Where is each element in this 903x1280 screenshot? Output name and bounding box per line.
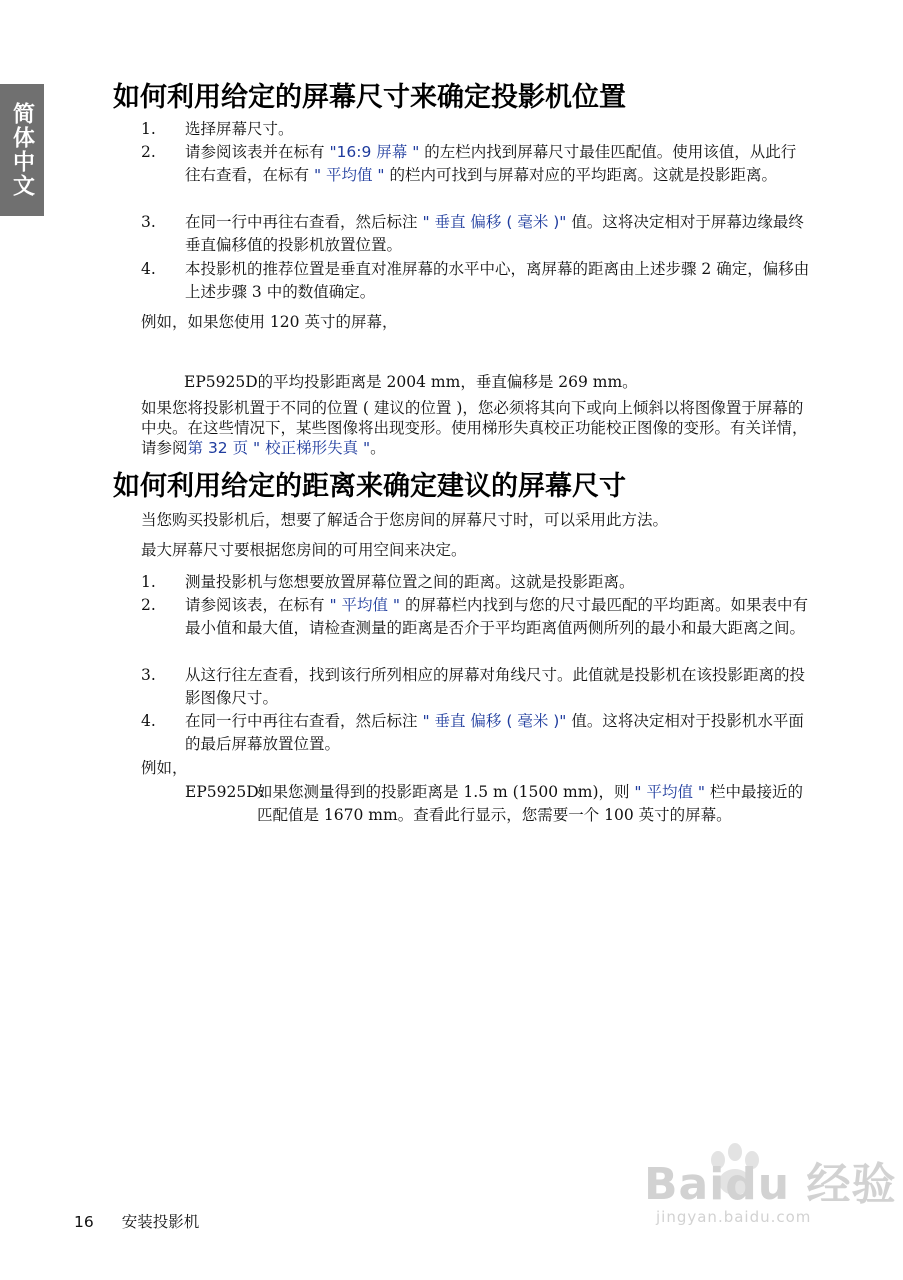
step-number: 3. xyxy=(141,213,156,231)
section2-step-2 xyxy=(141,594,811,640)
section1-step-3 xyxy=(141,211,811,257)
section1-step-1 xyxy=(141,118,811,141)
section1-step-4 xyxy=(141,258,811,304)
watermark xyxy=(644,1148,896,1226)
step-number: 4. xyxy=(141,260,156,278)
example-text: 如果您测量得到的投影距离是 1.5 m (1500 mm)，则 " 平均值 " 栏中最接近的匹配值是 1670 mm。查看此行显示，您需要一个 100 英寸的屏幕。 xyxy=(257,783,803,824)
step-text: 在同一行中再往右查看，然后标注 " 垂直 偏移 ( 毫米 )" 值。这将决定相对于投影机水平面的最后屏幕放置位置。 xyxy=(185,712,804,753)
step-number: 1. xyxy=(141,120,156,138)
step-text: 请参阅该表并在标有 "16:9 屏幕 " 的左栏内找到屏幕尺寸最佳匹配值。使用该值，从此行往右查看，在标有 " 平均值 " 的栏内可找到与屏幕对应的平均距离。这就是投影距离。 xyxy=(185,143,797,184)
step-number: 1. xyxy=(141,573,156,591)
footer-section-title: 安装投影机 xyxy=(121,1213,200,1231)
step-text: 请参阅该表，在标有 " 平均值 " 的屏幕栏内找到与您的尺寸最匹配的平均距离。如果表中有最小值和最大值，请检查测量的距离是否介于平均距离值两侧所列的最小和最大距离之间。 xyxy=(185,596,808,637)
section2-example-intro: 例如， xyxy=(141,759,188,777)
step-number: 2. xyxy=(141,143,156,161)
screen-column-link[interactable]: "16:9 屏幕 " xyxy=(329,143,420,161)
watermark-logo: Baidu 经验 xyxy=(644,1159,897,1210)
section2-step-3 xyxy=(141,664,811,710)
section1-example-intro: 例如，如果您使用 120 英寸的屏幕， xyxy=(141,313,398,331)
step-text: 本投影机的推荐位置是垂直对准屏幕的水平中心，离屏幕的距离由上述步骤 2 确定，偏移由上述步骤 3 中的数值确定。 xyxy=(185,260,810,301)
step-text: 选择屏幕尺寸。 xyxy=(185,120,294,138)
step-text: 在同一行中再往右查看，然后标注 " 垂直 偏移 ( 毫米 )" 值。这将决定相对于屏幕边缘最终垂直偏移值的投影机放置位置。 xyxy=(185,213,804,254)
section2-intro-1: 当您购买投影机后，想要了解适合于您房间的屏幕尺寸时，可以采用此方法。 xyxy=(141,511,669,529)
page-number: 16 xyxy=(74,1213,94,1231)
section2-intro-2: 最大屏幕尺寸要根据您房间的可用空间来决定。 xyxy=(141,541,467,559)
section2-step-1 xyxy=(141,571,811,594)
section1-step-2 xyxy=(141,141,811,187)
step-number: 4. xyxy=(141,712,156,730)
page-footer xyxy=(74,1210,199,1232)
step-text: 测量投影机与您想要放置屏幕位置之间的距离。这就是投影距离。 xyxy=(185,573,635,591)
watermark-url: jingyan.baidu.com xyxy=(656,1208,812,1226)
vertical-offset-link[interactable]: " 垂直 偏移 ( 毫米 )" xyxy=(422,213,567,231)
vertical-offset-link[interactable]: " 垂直 偏移 ( 毫米 )" xyxy=(422,712,567,730)
section2-step-4 xyxy=(141,710,811,756)
section2-example xyxy=(185,781,815,827)
keystone-page-link[interactable]: 第 32 页 " 校正梯形失真 " xyxy=(187,439,371,457)
average-column-link[interactable]: " 平均值 " xyxy=(634,783,706,801)
section1-note: 如果您将投影机置于不同的位置 ( 建议的位置 )，您必须将其向下或向上倾斜以将图像置于屏幕的中央。在这些情况下，某些图像将出现变形。使用梯形失真校正功能校正图像的变形。有关详情，请参阅第 32 页 " 校正梯形失真 "。 xyxy=(141,399,808,457)
step-number: 3. xyxy=(141,666,156,684)
section2-title: 如何利用给定的距离来确定建议的屏幕尺寸 xyxy=(113,471,626,502)
step-number: 2. xyxy=(141,596,156,614)
average-column-link[interactable]: " 平均值 " xyxy=(313,166,385,184)
language-side-tab: 简体中文 xyxy=(0,84,44,216)
average-column-link[interactable]: " 平均值 " xyxy=(329,596,401,614)
step-text: 从这行往左查看，找到该行所列相应的屏幕对角线尺寸。此值就是投影机在该投影距离的投影图像尺寸。 xyxy=(185,666,806,707)
section1-example-result: EP5925D的平均投影距离是 2004 mm，垂直偏移是 269 mm。 xyxy=(184,373,638,391)
model-label: EP5925D: xyxy=(185,783,264,801)
section1-title: 如何利用给定的屏幕尺寸来确定投影机位置 xyxy=(113,82,626,113)
